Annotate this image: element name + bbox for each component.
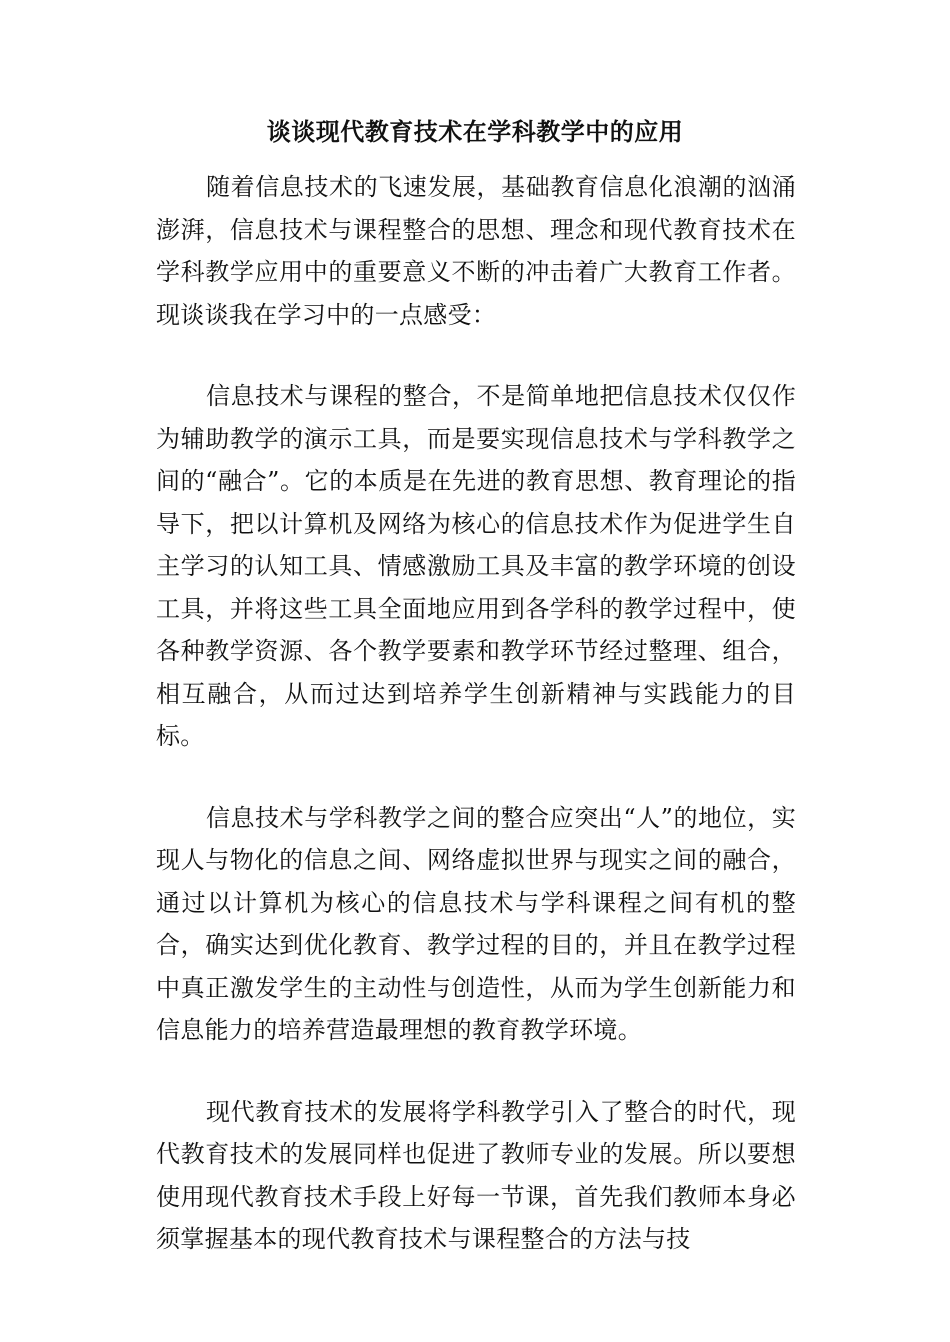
paragraph-4: 现代教育技术的发展将学科教学引入了整合的时代，现代教育技术的发展同样也促进了教师专业的发展。所以要想使用现代教育技术手段上好每一节课，首先我们教师本身必须掌握基本的现代教育技术与课程整合的方法与技 [156,1097,796,1253]
document-body [156,166,796,1300]
document-title: 谈谈现代教育技术在学科教学中的应用 [266,117,684,146]
paragraph-2: 信息技术与课程的整合，不是简单地把信息技术仅仅作为辅助教学的演示工具，而是要实现信息技术与学科教学之间的“融合”。它的本质是在先进的教育思想、教育理论的指导下，把以计算机及网络为核心的信息技术作为促进学生自主学习的认知工具、情感激励工具及丰富的教学环境的创设工具，并将这些工具全面地应用到各学科的教学过程中，使各种教学资源、各个教学要素和教学环节经过整理、组合，相互融合，从而过达到培养学生创新精神与实践能力的目标。 [156,382,796,750]
paragraph-1: 随着信息技术的飞速发展，基础教育信息化浪潮的汹涌澎湃，信息技术与课程整合的思想、理念和现代教育技术在学科教学应用中的重要意义不断的冲击着广大教育工作者。现谈谈我在学习中的一点感受： [156,173,796,329]
paragraph-3: 信息技术与学科教学之间的整合应突出“人”的地位，实现人与物化的信息之间、网络虚拟世界与现实之间的融合，通过以计算机为核心的信息技术与学科课程之间有机的整合，确实达到优化教育、教学过程的目的，并且在教学过程中真正激发学生的主动性与创造性，从而为学生创新能力和信息能力的培养营造最理想的教育教学环境。 [156,803,796,1044]
